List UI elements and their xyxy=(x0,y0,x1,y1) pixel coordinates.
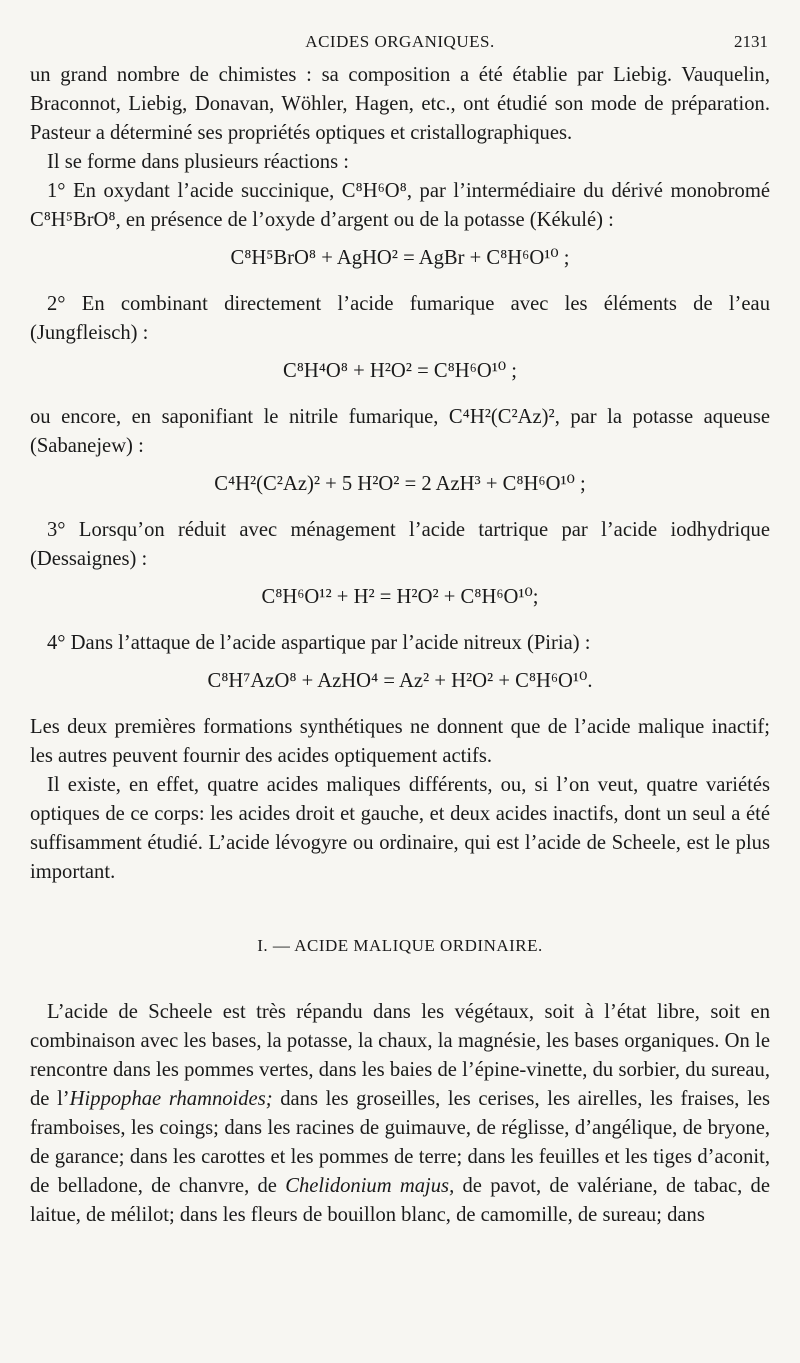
equation xyxy=(30,357,770,386)
text-run: Il se forme dans plusieurs réactions : xyxy=(47,151,349,173)
text-run: 1° En oxydant l’acide succinique, C⁸H⁶O⁸, par l’intermédiaire du dérivé monobromé C⁸H⁵BrO⁸, en présence de l’oxyde d’argent ou de la potasse (Kékulé) : xyxy=(30,180,770,231)
paragraph xyxy=(30,61,770,148)
text-run: ou encore, en saponifiant le nitrile fumarique, C⁴H²(C²Az)², par la potasse aqueuse (Sabanejew) : xyxy=(30,406,770,457)
paragraph xyxy=(30,713,770,771)
section-heading xyxy=(30,931,770,960)
page-number: 2131 xyxy=(734,32,768,51)
paragraph xyxy=(30,516,770,574)
text-run: C⁸H⁷AzO⁸ + AzHO⁴ = Az² + H²O² + C⁸H⁶O¹⁰. xyxy=(207,670,593,692)
running-header xyxy=(32,32,768,56)
text-run: 3° Lorsqu’on réduit avec ménagement l’acide tartrique par l’acide iodhydrique (Dessaignes) : xyxy=(30,519,770,570)
paragraph xyxy=(30,998,770,1230)
page-body xyxy=(30,61,770,1230)
equation xyxy=(30,667,770,696)
text-run: 2° En combinant directement l’acide fumarique avec les éléments de l’eau (Jungfleisch) : xyxy=(30,293,770,344)
text-run: de pavot, de valériane, de tabac, de laitue, de mélilot; dans les fleurs de bouillon blanc, de camomille, de sureau; dans xyxy=(30,1175,770,1226)
text-run: un grand nombre de chimistes : sa composition a été établie par Liebig. Vauquelin, Braconnot, Liebig, Donavan, Wöhler, Hagen, etc., ont étudié son mode de préparation. Pasteur a déterminé ses propriétés optiques et cristallographiques. xyxy=(30,64,770,144)
text-run: dans les groseilles, les cerises, les airelles, les fraises, les framboises, les coings; dans les racines de guimauve, de réglisse, d’angélique, de bryone, de garance; dans les carottes et les pommes de terre; dans les feuilles et les tiges d’aconit, de belladone, de chanvre, de xyxy=(30,1088,770,1197)
text-run: C⁸H⁵BrO⁸ + AgHO² = AgBr + C⁸H⁶O¹⁰ ; xyxy=(230,247,570,269)
text-run: L’acide de Scheele est très répandu dans les végétaux, soit à l’état libre, soit en combinaison avec les bases, la potasse, la chaux, la magnésie, les bases organiques. On le rencontre dans les pommes vertes, dans les baies de l’épine-vinette, du sorbier, du sureau, de l’ xyxy=(30,1001,770,1110)
equation xyxy=(30,470,770,499)
italic-text: Chelidonium majus, xyxy=(285,1175,455,1197)
paragraph xyxy=(30,290,770,348)
text-run: 4° Dans l’attaque de l’acide aspartique par l’acide nitreux (Piria) : xyxy=(47,632,591,654)
italic-text: Hippophae rhamnoides; xyxy=(69,1088,273,1110)
equation xyxy=(30,583,770,612)
equation xyxy=(30,244,770,273)
text-run: I. — ACIDE MALIQUE ORDINAIRE. xyxy=(257,936,543,955)
text-run: C⁴H²(C²Az)² + 5 H²O² = 2 AzH³ + C⁸H⁶O¹⁰ ; xyxy=(214,473,586,495)
paragraph xyxy=(30,771,770,887)
text-run: C⁸H⁶O¹² + H² = H²O² + C⁸H⁶O¹⁰; xyxy=(261,586,539,608)
paragraph xyxy=(30,629,770,658)
text-run: Il existe, en effet, quatre acides maliques différents, ou, si l’on veut, quatre variétés optiques de ce corps: les acides droit et gauche, et deux acides inactifs, dont un seul a été suffisamment étudié. L’acide lévogyre ou ordinaire, qui est l’acide de Scheele, est le plus important. xyxy=(30,774,770,883)
text-run: C⁸H⁴O⁸ + H²O² = C⁸H⁶O¹⁰ ; xyxy=(282,360,518,382)
text-run: Les deux premières formations synthétiques ne donnent que de l’acide malique inactif; les autres peuvent fournir des acides optiquement actifs. xyxy=(30,716,770,767)
paragraph xyxy=(30,403,770,461)
paragraph xyxy=(30,148,770,177)
paragraph xyxy=(30,177,770,235)
header-title: ACIDES ORGANIQUES. xyxy=(305,32,495,51)
